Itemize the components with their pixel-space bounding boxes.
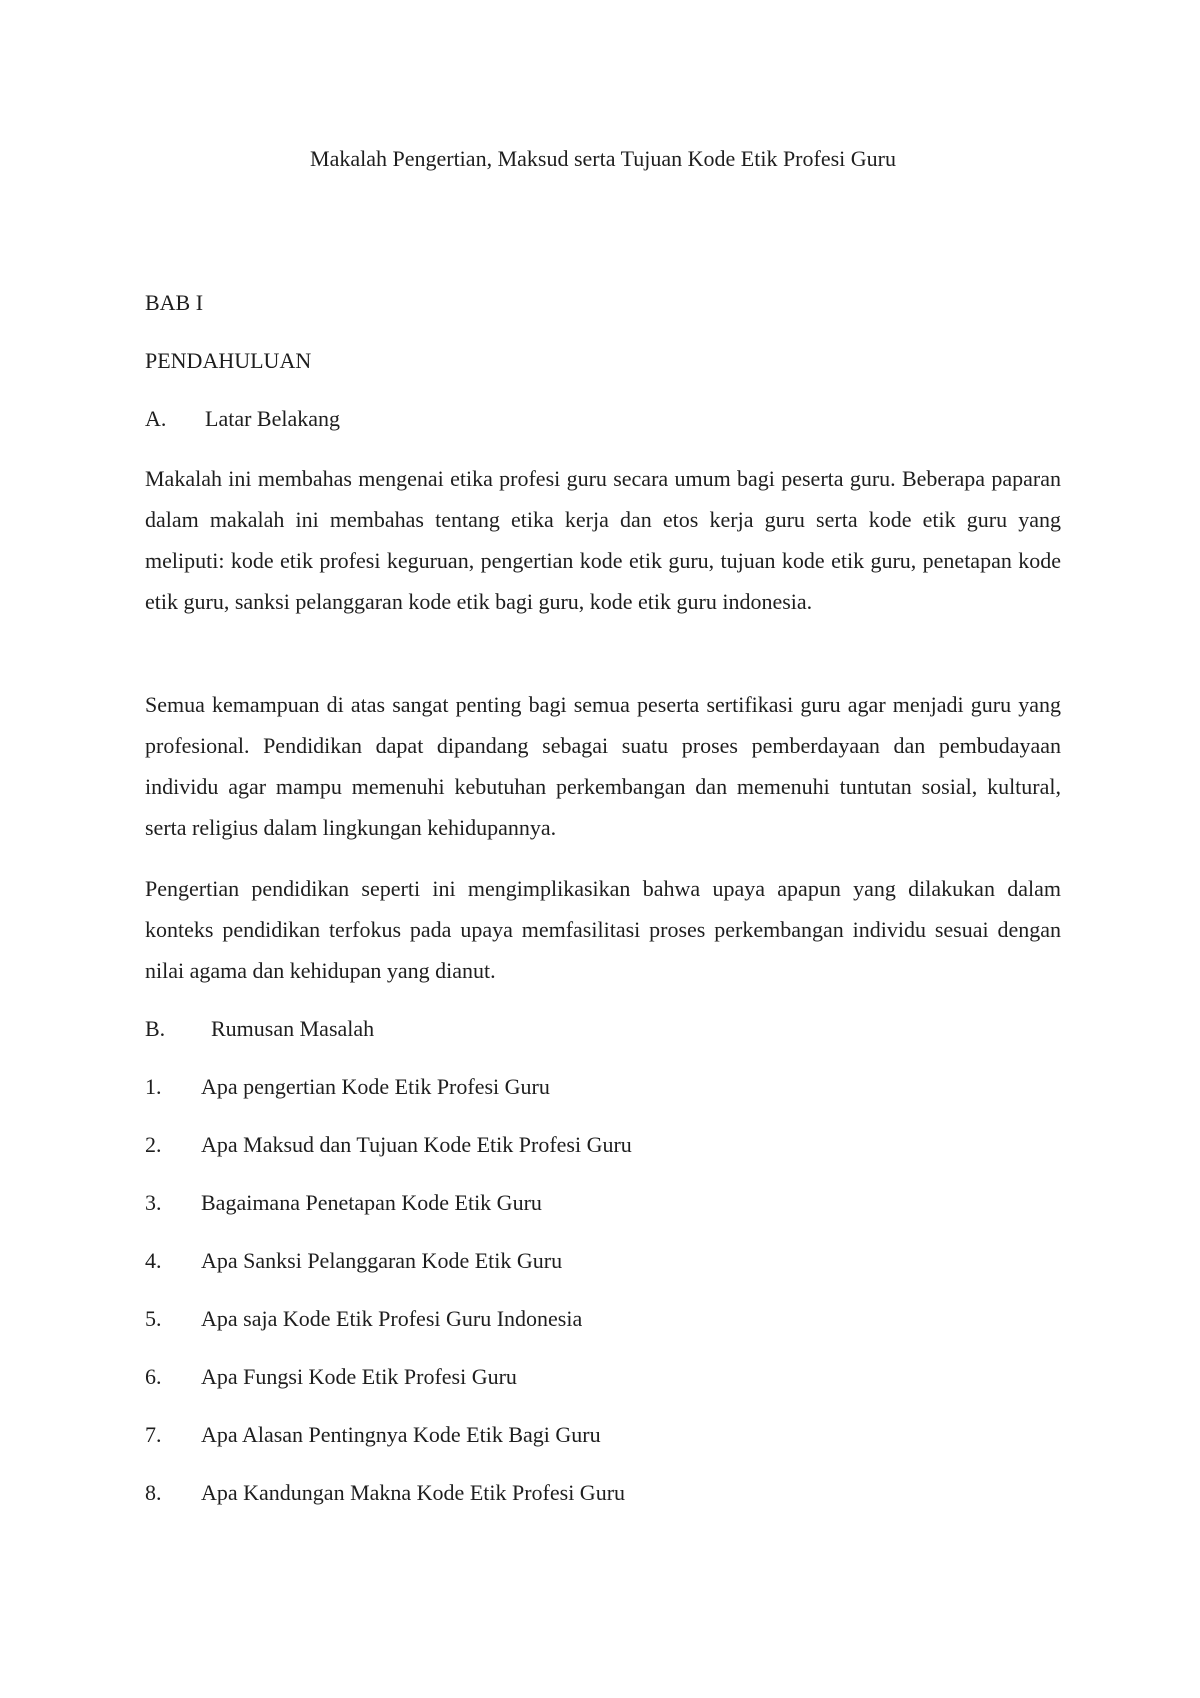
list-item-number: 8. — [145, 1480, 162, 1505]
list-item-number: 2. — [145, 1132, 162, 1157]
list-item-number: 7. — [145, 1422, 162, 1447]
list-item-text: Apa Fungsi Kode Etik Profesi Guru — [201, 1364, 517, 1389]
list-item-number: 1. — [145, 1074, 162, 1099]
list-item-number: 6. — [145, 1364, 162, 1389]
list-item-text: Bagaimana Penetapan Kode Etik Guru — [201, 1190, 542, 1215]
list-item-number: 3. — [145, 1190, 162, 1215]
list-item-number: 4. — [145, 1248, 162, 1273]
list-item-text: Apa Sanksi Pelanggaran Kode Etik Guru — [201, 1248, 563, 1273]
list-item — [145, 1188, 542, 1218]
section-b-marker: B. — [145, 1016, 166, 1041]
section-a-title: Latar Belakang — [205, 406, 340, 431]
section-b-heading — [145, 1014, 374, 1044]
paragraph-2: Semua kemampuan di atas sangat penting bagi semua peserta sertifikasi guru agar menjadi guru yang profesional. Pendidikan dapat dipandang sebagai suatu proses pemberdayaan dan pembudayaan individu agar mampu memenuhi kebutuhan perkembangan dan memenuhi tuntutan sosial, kultural, serta religius dalam lingkungan kehidupannya. — [145, 692, 1061, 840]
list-item-text: Apa Alasan Pentingnya Kode Etik Bagi Guru — [201, 1422, 601, 1447]
list-item-text: Apa pengertian Kode Etik Profesi Guru — [201, 1074, 550, 1099]
section-b-title: Rumusan Masalah — [211, 1016, 375, 1041]
section-a-marker: A. — [145, 406, 167, 431]
chapter-label: BAB I — [145, 290, 204, 315]
list-item — [145, 1072, 550, 1102]
chapter-title: PENDAHULUAN — [145, 348, 312, 373]
list-item — [145, 1130, 632, 1160]
document-title: Makalah Pengertian, Maksud serta Tujuan Kode Etik Profesi Guru — [310, 146, 896, 171]
list-item-text: Apa Maksud dan Tujuan Kode Etik Profesi Guru — [201, 1132, 632, 1157]
list-item — [145, 1246, 562, 1276]
paragraph-1: Makalah ini membahas mengenai etika profesi guru secara umum bagi peserta guru. Beberapa paparan dalam makalah ini membahas tentang etika kerja dan etos kerja guru serta kode etik guru yang meliputi: kode etik profesi keguruan, pengertian kode etik guru, tujuan kode etik guru, penetapan kode etik guru, sanksi pelanggaran kode etik bagi guru, kode etik guru indonesia. — [145, 466, 1061, 614]
paragraph-3: Pengertian pendidikan seperti ini mengimplikasikan bahwa upaya apapun yang dilakukan dalam konteks pendidikan terfokus pada upaya memfasilitasi proses perkembangan individu sesuai dengan nilai agama dan kehidupan yang dianut. — [145, 876, 1061, 983]
list-item — [145, 1478, 625, 1508]
list-item-text: Apa Kandungan Makna Kode Etik Profesi Guru — [201, 1480, 626, 1505]
section-a-heading — [145, 404, 340, 434]
list-item — [145, 1304, 582, 1334]
list-item — [145, 1420, 601, 1450]
list-item-text: Apa saja Kode Etik Profesi Guru Indonesia — [201, 1306, 583, 1331]
list-item-number: 5. — [145, 1306, 162, 1331]
list-item — [145, 1362, 517, 1392]
